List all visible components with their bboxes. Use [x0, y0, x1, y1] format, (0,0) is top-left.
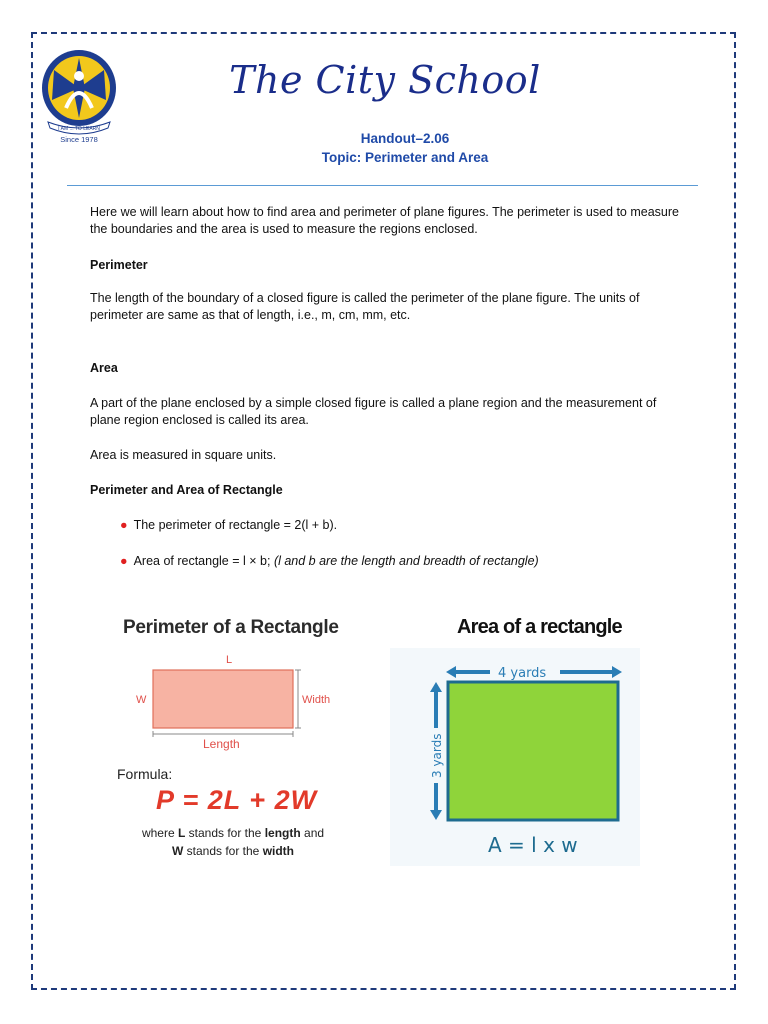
where-w: W	[171, 844, 184, 858]
where-length: length	[264, 826, 301, 840]
handout-topic: Topic: Perimeter and Area	[321, 150, 489, 165]
label-3-yards: 3 yards	[430, 733, 444, 778]
area-rectangle	[448, 682, 618, 820]
area-rectangle-diagram	[390, 648, 640, 868]
perimeter-rectangle	[153, 670, 293, 728]
formula-explanation	[133, 824, 333, 860]
area-formula: A = l x w	[488, 833, 578, 857]
bullet-dot-icon: ●	[120, 554, 128, 568]
label-width: Width	[302, 694, 331, 706]
area-heading: Area	[90, 361, 118, 375]
area-figure-title: Area of a rectangle	[457, 616, 622, 638]
label-4-yards: 4 yards	[498, 666, 547, 681]
label-length: Length	[203, 737, 240, 751]
bullet-note: (l and b are the length and breadth of rectangle)	[273, 554, 539, 568]
label-w: W	[136, 694, 147, 706]
area-paragraph: A part of the plane enclosed by a simple closed figure is called a plane region and the measurement of plane region enclosed is called its area.	[90, 396, 657, 427]
label-l: L	[226, 654, 233, 666]
logo-motto: I AM ... TO LEARN	[58, 126, 100, 132]
perimeter-rectangle-diagram	[130, 648, 350, 758]
handout-number: Handout–2.06	[360, 131, 450, 146]
formula-label: Formula:	[117, 766, 173, 782]
intro-paragraph: Here we will learn about how to find area and perimeter of plane figures. The perimeter is used to measure the boundaries and the area is used to measure the regions enclosed.	[90, 205, 679, 236]
bullet-text: Area of rectangle = l × b;	[133, 554, 274, 568]
logo-since: Since 1978	[60, 135, 98, 144]
header-rule	[67, 185, 698, 186]
where-text: stands for the	[185, 826, 265, 840]
handout-heading	[190, 129, 620, 167]
where-text: and	[300, 826, 325, 840]
school-logo	[40, 48, 118, 146]
perimeter-heading: Perimeter	[90, 258, 148, 272]
bullet-dot-icon: ●	[120, 518, 128, 532]
rectangle-heading: Perimeter and Area of Rectangle	[90, 483, 283, 497]
where-text: where	[141, 826, 178, 840]
perimeter-formula: P = 2L + 2W	[156, 785, 318, 815]
where-text: stands for the	[183, 844, 263, 858]
bullet-area	[120, 554, 539, 568]
where-width: width	[262, 844, 295, 858]
perimeter-paragraph: The length of the boundary of a closed figure is called the perimeter of the plane figure. The units of perimeter are same as that of length, i.e., m, cm, mm, etc.	[90, 291, 640, 322]
school-name: The City School	[229, 58, 541, 102]
area-units-text: Area is measured in square units.	[90, 448, 277, 462]
bullet-text: The perimeter of rectangle = 2(l + b).	[133, 518, 338, 532]
where-l: L	[177, 826, 186, 840]
perimeter-figure-title: Perimeter of a Rectangle	[123, 617, 339, 638]
bullet-perimeter	[120, 518, 337, 532]
